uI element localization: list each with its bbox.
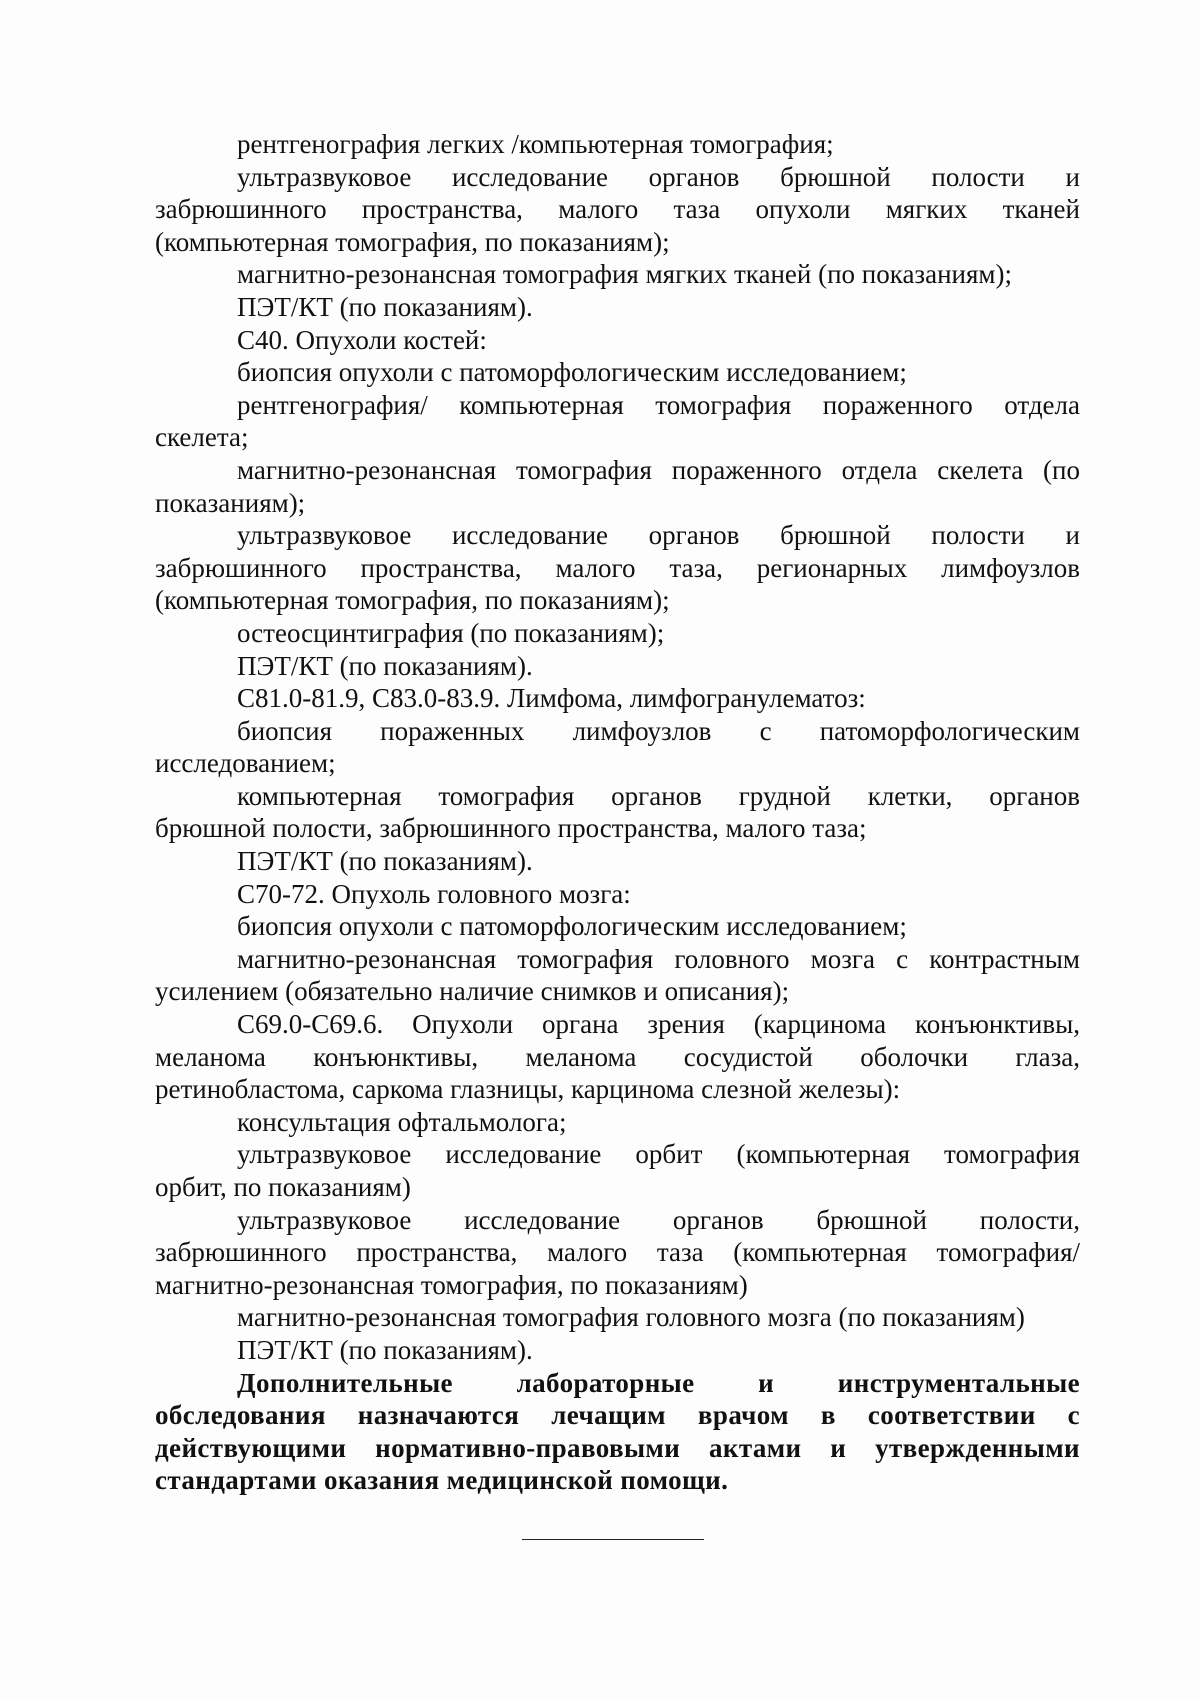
text-line: магнитно-резонансная томография, по показаниям) xyxy=(155,1269,748,1300)
bold-paragraph-line: Дополнительные лабораторные и инструментальные xyxy=(237,1367,1080,1398)
text-line: консультация офтальмолога; xyxy=(237,1106,567,1137)
text-line: магнитно-резонансная томография головного мозга с контрастным xyxy=(237,943,1080,974)
text-line: забрюшинного пространства, малого таза опухоли мягких тканей xyxy=(155,194,1080,225)
text-line: ультразвуковое исследование органов брюшной полости и xyxy=(237,161,1080,192)
text-line: (компьютерная томография, по показаниям); xyxy=(155,585,670,616)
text-line: ультразвуковое исследование органов брюшной полости и xyxy=(237,520,1080,551)
text-line: ретинобластома, саркома глазницы, карцинома слезной железы): xyxy=(155,1074,901,1105)
text-line: орбит, по показаниям) xyxy=(155,1172,411,1202)
text-line: остеосцинтиграфия (по показаниям); xyxy=(237,617,665,648)
text-line: С40. Опухоли костей: xyxy=(237,324,487,355)
text-line: ультразвуковое исследование орбит (компьютерная томография xyxy=(237,1139,1080,1170)
text-line: магнитно-резонансная томография пораженного отдела скелета (по xyxy=(237,454,1080,485)
text-line: скелета; xyxy=(155,422,249,453)
text-line: ПЭТ/КТ (по показаниям). xyxy=(237,846,533,877)
text-line: (компьютерная томография, по показаниям); xyxy=(155,226,670,257)
text-line: меланома конъюнктивы, меланома сосудистой оболочки глаза, xyxy=(155,1041,1080,1072)
bold-paragraph-line: обследования назначаются лечащим врачом в соответствии с xyxy=(155,1400,1080,1431)
text-line: С81.0-81.9, С83.0-83.9. Лимфома, лимфогранулематоз: xyxy=(237,683,866,714)
text-line: исследованием; xyxy=(155,748,336,779)
text-line: забрюшинного пространства, малого таза (компьютерная томография/ xyxy=(155,1237,1080,1268)
end-separator-line xyxy=(522,1539,704,1540)
text-line: биопсия пораженных лимфоузлов с патоморфологическим xyxy=(237,715,1080,746)
text-line: ПЭТ/КТ (по показаниям). xyxy=(237,650,533,681)
text-line: компьютерная томография органов грудной клетки, органов xyxy=(237,780,1080,811)
text-line: забрюшинного пространства, малого таза, регионарных лимфоузлов xyxy=(155,552,1080,583)
text-line: брюшной полости, забрюшинного пространства, малого таза; xyxy=(155,813,867,844)
document-body xyxy=(155,128,1080,1497)
text-line: рентгенография легких /компьютерная томография; xyxy=(237,129,834,159)
text-line: ПЭТ/КТ (по показаниям). xyxy=(237,291,533,322)
text-line: С69.0-С69.6. Опухоли органа зрения (карцинома конъюнктивы, xyxy=(237,1009,1080,1040)
text-line: биопсия опухоли с патоморфологическим исследованием; xyxy=(237,911,907,942)
text-line: усилением (обязательно наличие снимков и описания); xyxy=(155,976,790,1007)
text-line: биопсия опухоли с патоморфологическим исследованием; xyxy=(237,357,907,388)
text-line: рентгенография/ компьютерная томография пораженного отдела xyxy=(237,389,1080,420)
text-line: магнитно-резонансная томография головного мозга (по показаниям) xyxy=(237,1302,1025,1333)
bold-paragraph-line: действующими нормативно-правовыми актами и утвержденными xyxy=(155,1432,1080,1463)
text-line: ультразвуковое исследование органов брюшной полости, xyxy=(237,1204,1080,1235)
bold-paragraph-line: стандартами оказания медицинской помощи. xyxy=(155,1465,729,1496)
text-line: С70-72. Опухоль головного мозга: xyxy=(237,878,631,909)
text-line: показаниям); xyxy=(155,487,306,518)
text-line: ПЭТ/КТ (по показаниям). xyxy=(237,1334,533,1365)
text-line: магнитно-резонансная томография мягких тканей (по показаниям); xyxy=(237,259,1012,290)
